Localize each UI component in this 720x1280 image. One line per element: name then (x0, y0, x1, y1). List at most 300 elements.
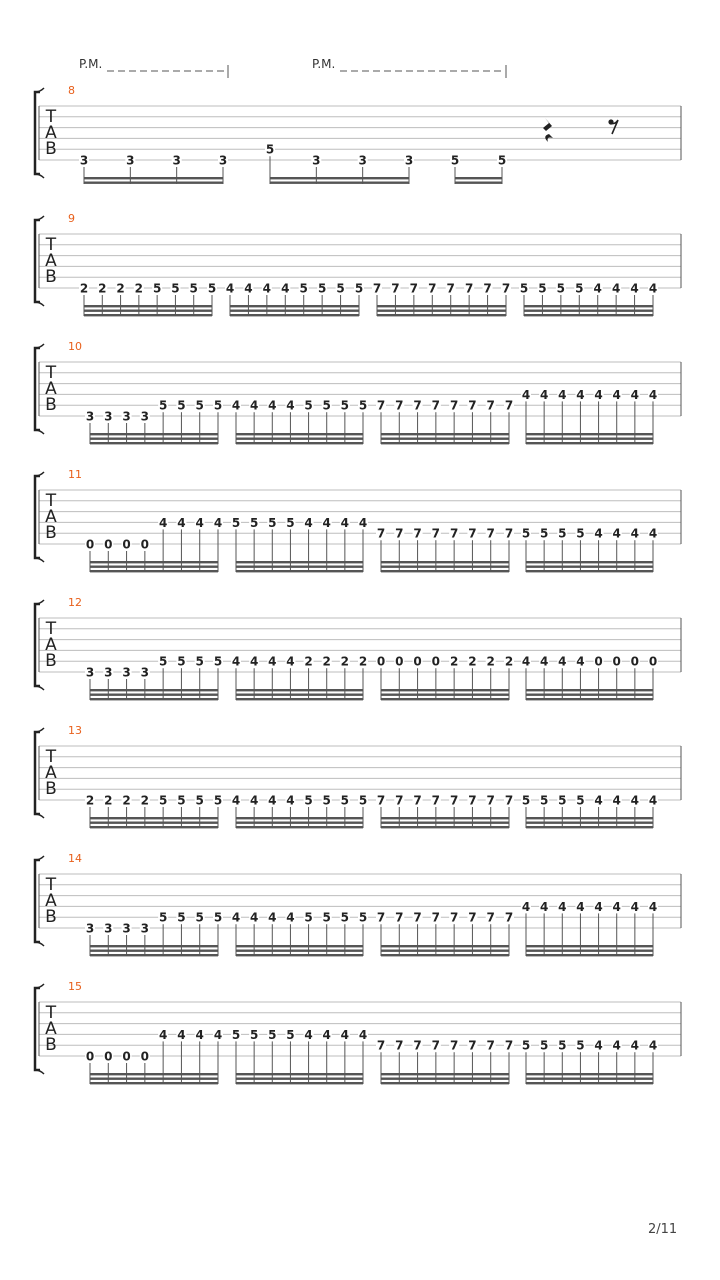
fret-number: 4 (231, 910, 241, 925)
tab-clef-letter: B (45, 907, 57, 927)
fret-number: 4 (558, 387, 567, 402)
fret-number: 7 (376, 1038, 386, 1053)
beam (526, 566, 653, 568)
beam (90, 822, 218, 824)
tab-system (35, 340, 681, 444)
tab-clef-letter: T (45, 235, 57, 255)
fret-number: 5 (539, 526, 549, 541)
fret-number: 5 (558, 793, 567, 808)
fret-number: 5 (299, 281, 308, 296)
fret-number: 2 (468, 654, 477, 669)
fret-number: 3 (218, 153, 228, 168)
tab-system (35, 212, 681, 316)
fret-number: 4 (630, 899, 640, 914)
fret-number: 7 (391, 281, 400, 296)
beam (236, 438, 363, 440)
fret-number: 5 (519, 281, 529, 296)
fret-number: 4 (594, 793, 603, 808)
fret-number: 7 (431, 793, 441, 808)
tab-clef-letter: T (45, 747, 57, 767)
fret-number: 0 (122, 537, 131, 552)
beam (236, 945, 363, 947)
fret-number: 7 (449, 793, 459, 808)
fret-number: 4 (244, 281, 253, 296)
beam (230, 305, 359, 307)
fret-number: 4 (158, 1027, 168, 1042)
beam (526, 950, 653, 952)
beam-group (79, 282, 217, 317)
fret-number: 5 (268, 1027, 277, 1042)
fret-number: 4 (594, 387, 603, 402)
fret-number: 7 (468, 910, 477, 925)
fret-number: 7 (486, 526, 495, 541)
fret-number: 4 (249, 793, 259, 808)
tab-clef-letter: T (45, 491, 57, 511)
fret-number: 7 (504, 526, 514, 541)
fret-number: 5 (177, 910, 186, 925)
bracket-hook-bottom (35, 558, 44, 562)
bracket-hook-bottom (35, 814, 44, 818)
fret-number: 4 (630, 793, 640, 808)
tab-system (35, 852, 681, 956)
fret-number: 5 (249, 1027, 259, 1042)
fret-number: 4 (521, 899, 531, 914)
fret-number: 5 (336, 281, 345, 296)
bracket-hook-top (35, 600, 44, 604)
fret-number: 5 (322, 398, 331, 413)
beam-group (225, 282, 364, 317)
tab-clef-letter: A (45, 123, 57, 143)
fret-number: 7 (395, 398, 404, 413)
fret-number: 3 (104, 409, 113, 424)
fret-number: 4 (612, 1038, 621, 1053)
beam (230, 310, 359, 312)
fret-number: 4 (268, 398, 277, 413)
beam (526, 689, 653, 691)
fret-number: 2 (304, 654, 313, 669)
fret-number: 4 (576, 899, 585, 914)
fret-number: 3 (358, 153, 367, 168)
fret-number: 4 (231, 654, 241, 669)
fret-number: 2 (486, 654, 495, 669)
beam (90, 433, 218, 435)
bracket-hook-top (35, 728, 44, 732)
fret-number: 4 (225, 281, 235, 296)
fret-number: 5 (177, 654, 186, 669)
fret-number: 5 (304, 793, 313, 808)
beam (90, 442, 218, 444)
fret-number: 0 (85, 1049, 95, 1064)
fret-number: 5 (558, 526, 567, 541)
fret-number: 7 (413, 398, 422, 413)
fret-number: 4 (304, 515, 313, 530)
fret-number: 4 (593, 281, 602, 296)
tab-clef-letter: T (45, 1003, 57, 1023)
fret-number: 5 (322, 793, 331, 808)
fret-number: 4 (231, 398, 241, 413)
fret-number: 4 (268, 793, 277, 808)
fret-number: 4 (249, 910, 259, 925)
fret-number: 7 (413, 910, 422, 925)
fret-number: 7 (376, 398, 386, 413)
tab-system (35, 468, 681, 572)
beam (236, 698, 363, 700)
beam (381, 950, 509, 952)
fret-number: 3 (85, 409, 95, 424)
measure-number: 9 (68, 212, 75, 225)
fret-number: 4 (249, 654, 259, 669)
bracket-hook-top (35, 344, 44, 348)
fret-number: 5 (575, 281, 584, 296)
beam (90, 954, 218, 956)
fret-number: 4 (358, 515, 368, 530)
fret-number: 2 (358, 654, 368, 669)
fret-number: 5 (158, 654, 168, 669)
fret-number: 7 (468, 1038, 477, 1053)
fret-number: 2 (322, 654, 331, 669)
fret-number: 5 (265, 142, 275, 157)
fret-number: 5 (556, 281, 566, 296)
fret-number: 4 (612, 387, 621, 402)
tab-clef-letter: A (45, 635, 57, 655)
fret-number: 7 (486, 793, 495, 808)
fret-number: 2 (449, 654, 459, 669)
fret-number: 5 (177, 793, 186, 808)
beam-group (372, 282, 511, 317)
fret-number: 4 (630, 526, 640, 541)
fret-number: 4 (322, 1027, 331, 1042)
palm-mute-marking (312, 57, 506, 78)
fret-number: 4 (268, 654, 277, 669)
fret-number: 0 (104, 537, 113, 552)
fret-number: 3 (172, 153, 181, 168)
tab-clef-letter: B (45, 139, 57, 159)
fret-number: 4 (177, 515, 186, 530)
fret-number: 5 (497, 153, 507, 168)
fret-number: 3 (104, 921, 113, 936)
tab-system (35, 84, 681, 184)
fret-number: 4 (611, 281, 621, 296)
fret-number: 5 (576, 1038, 585, 1053)
tab-clef-letter: A (45, 1019, 57, 1039)
fret-number: 7 (428, 281, 437, 296)
beam (236, 1078, 363, 1080)
fret-number: 7 (413, 1038, 422, 1053)
beam (377, 310, 506, 312)
fret-number: 4 (594, 899, 603, 914)
fret-number: 0 (648, 654, 658, 669)
bracket-hook-bottom (35, 430, 44, 434)
fret-number: 4 (195, 1027, 204, 1042)
beam (381, 433, 509, 435)
beam (90, 689, 218, 691)
fret-number: 4 (340, 515, 350, 530)
beam-group (519, 282, 658, 317)
fret-number: 7 (504, 910, 514, 925)
fret-number: 5 (231, 1027, 241, 1042)
fret-number: 5 (195, 793, 204, 808)
beam (526, 570, 653, 572)
fret-number: 5 (207, 281, 217, 296)
fret-number: 2 (104, 793, 113, 808)
beam (526, 1082, 653, 1084)
beam (381, 442, 509, 444)
fret-number: 4 (249, 398, 259, 413)
beam (524, 314, 653, 316)
beam (381, 1078, 509, 1080)
beam (270, 182, 409, 184)
fret-number: 4 (286, 910, 295, 925)
fret-number: 4 (612, 526, 621, 541)
beam (236, 442, 363, 444)
beam (236, 822, 363, 824)
beam (526, 945, 653, 947)
beam (526, 954, 653, 956)
tab-system (35, 724, 681, 828)
fret-number: 4 (576, 387, 585, 402)
beam (455, 177, 502, 179)
fret-number: 4 (268, 910, 277, 925)
fret-number: 7 (372, 281, 382, 296)
beam-group (79, 154, 228, 185)
fret-number: 2 (122, 793, 131, 808)
fret-number: 3 (122, 921, 131, 936)
measure-number: 13 (68, 724, 82, 737)
fret-number: 5 (189, 281, 198, 296)
beam (381, 826, 509, 828)
fret-number: 7 (449, 398, 459, 413)
beam (236, 561, 363, 563)
beam-group (376, 794, 514, 829)
beam (524, 310, 653, 312)
fret-number: 4 (576, 654, 585, 669)
beam (230, 314, 359, 316)
beam (381, 689, 509, 691)
fret-number: 4 (177, 1027, 186, 1042)
fret-number: 3 (126, 153, 135, 168)
fret-number: 4 (648, 281, 658, 296)
fret-number: 4 (358, 1027, 368, 1042)
beam (381, 561, 509, 563)
fret-number: 4 (558, 654, 567, 669)
fret-number: 2 (140, 793, 150, 808)
fret-number: 4 (281, 281, 290, 296)
fret-number: 5 (286, 1027, 295, 1042)
fret-number: 7 (413, 793, 422, 808)
tab-clef-letter: B (45, 1035, 57, 1055)
beam (381, 817, 509, 819)
fret-number: 5 (322, 910, 331, 925)
fret-number: 4 (539, 387, 549, 402)
fret-number: 7 (376, 793, 386, 808)
beam-group (521, 794, 658, 829)
fret-number: 5 (152, 281, 162, 296)
fret-number: 4 (630, 387, 640, 402)
measure-number: 8 (68, 84, 75, 97)
beam (381, 438, 509, 440)
fret-number: 5 (304, 910, 313, 925)
fret-number: 4 (304, 1027, 313, 1042)
fret-number: 7 (504, 793, 514, 808)
fret-number: 4 (286, 793, 295, 808)
beam (526, 694, 653, 696)
fret-number: 3 (404, 153, 414, 168)
beam (236, 1073, 363, 1075)
fret-number: 7 (501, 281, 511, 296)
fret-number: 2 (79, 281, 89, 296)
fret-number: 7 (376, 910, 386, 925)
measure-number: 14 (68, 852, 82, 865)
beam-group (450, 154, 507, 185)
beam (236, 1082, 363, 1084)
fret-number: 4 (594, 526, 603, 541)
fret-number: 5 (539, 793, 549, 808)
beam (236, 433, 363, 435)
fret-number: 5 (231, 515, 241, 530)
beam (90, 1082, 218, 1084)
fret-number: 7 (468, 793, 477, 808)
bracket-hook-bottom (35, 302, 44, 306)
fret-number: 2 (116, 281, 125, 296)
fret-number: 5 (340, 910, 350, 925)
fret-number: 4 (612, 793, 621, 808)
fret-number: 4 (286, 654, 295, 669)
tab-clef-letter: A (45, 891, 57, 911)
fret-number: 7 (486, 1038, 495, 1053)
fret-number: 2 (340, 654, 350, 669)
tab-clef-letter: B (45, 651, 57, 671)
beam (236, 694, 363, 696)
fret-number: 7 (464, 281, 474, 296)
beam (84, 314, 212, 316)
fret-number: 3 (122, 409, 131, 424)
beam (90, 1073, 218, 1075)
palm-mute-label: P.M. (79, 57, 103, 71)
tab-clef-letter: A (45, 251, 57, 271)
fret-number: 5 (158, 398, 168, 413)
beam (381, 1082, 509, 1084)
fret-number: 4 (340, 1027, 350, 1042)
fret-number: 4 (539, 654, 549, 669)
beam (84, 177, 223, 179)
bracket-hook-bottom (35, 686, 44, 690)
measure-number: 12 (68, 596, 82, 609)
beam (236, 566, 363, 568)
beam (381, 698, 509, 700)
tab-clef-letter: B (45, 267, 57, 287)
tab-clef-letter: A (45, 507, 57, 527)
fret-number: 0 (630, 654, 640, 669)
fret-number: 7 (431, 398, 441, 413)
beam (526, 438, 653, 440)
bracket-hook-top (35, 856, 44, 860)
fret-number: 7 (431, 526, 441, 541)
fret-number: 4 (630, 1038, 640, 1053)
bracket-hook-top (35, 88, 44, 92)
eighth-rest-icon (608, 119, 618, 134)
fret-number: 4 (612, 899, 621, 914)
beam (84, 310, 212, 312)
beam (381, 1073, 509, 1075)
fret-number: 4 (322, 515, 331, 530)
tab-clef-letter: B (45, 779, 57, 799)
fret-number: 7 (395, 793, 404, 808)
measure-number: 11 (68, 468, 82, 481)
fret-number: 2 (85, 793, 95, 808)
fret-number: 4 (213, 515, 223, 530)
fret-number: 7 (395, 910, 404, 925)
fret-number: 7 (395, 526, 404, 541)
fret-number: 4 (558, 899, 567, 914)
fret-number: 5 (195, 910, 204, 925)
fret-number: 7 (449, 910, 459, 925)
fret-number: 5 (521, 793, 531, 808)
tab-system (35, 980, 681, 1084)
fret-number: 5 (358, 910, 368, 925)
fret-number: 0 (395, 654, 404, 669)
beam (90, 945, 218, 947)
fret-number: 7 (449, 526, 459, 541)
fret-number: 4 (630, 281, 639, 296)
fret-number: 5 (576, 526, 585, 541)
beam (526, 442, 653, 444)
fret-number: 5 (158, 793, 168, 808)
beam (381, 954, 509, 956)
fret-number: 5 (358, 398, 368, 413)
beam (90, 566, 218, 568)
beam (90, 561, 218, 563)
fret-number: 5 (558, 1038, 567, 1053)
fret-number: 3 (79, 153, 89, 168)
beam (84, 182, 223, 184)
beam (90, 817, 218, 819)
fret-number: 7 (431, 910, 441, 925)
bracket-hook-top (35, 216, 44, 220)
fret-number: 7 (395, 1038, 404, 1053)
fret-number: 0 (104, 1049, 113, 1064)
beam (455, 182, 502, 184)
beam (90, 570, 218, 572)
fret-number: 5 (177, 398, 186, 413)
beam (377, 305, 506, 307)
fret-number: 7 (409, 281, 419, 296)
beam (381, 566, 509, 568)
palm-mute-marking (79, 57, 228, 78)
palm-mute-label: P.M. (312, 57, 336, 71)
bracket-hook-top (35, 472, 44, 476)
beam (524, 305, 653, 307)
fret-number: 5 (213, 910, 223, 925)
beam (526, 433, 653, 435)
fret-number: 4 (158, 515, 168, 530)
beam (381, 694, 509, 696)
fret-number: 5 (576, 793, 585, 808)
fret-number: 5 (213, 793, 223, 808)
fret-number: 5 (304, 398, 313, 413)
fret-number: 5 (195, 654, 204, 669)
tab-clef-letter: B (45, 395, 57, 415)
fret-number: 7 (376, 526, 386, 541)
fret-number: 4 (213, 1027, 223, 1042)
fret-number: 5 (340, 398, 350, 413)
fret-number: 5 (340, 793, 350, 808)
fret-number: 0 (413, 654, 422, 669)
beam (526, 1073, 653, 1075)
beam (526, 822, 653, 824)
fret-number: 5 (213, 398, 223, 413)
page-number: 2/11 (648, 1222, 678, 1237)
fret-number: 4 (648, 1038, 658, 1053)
